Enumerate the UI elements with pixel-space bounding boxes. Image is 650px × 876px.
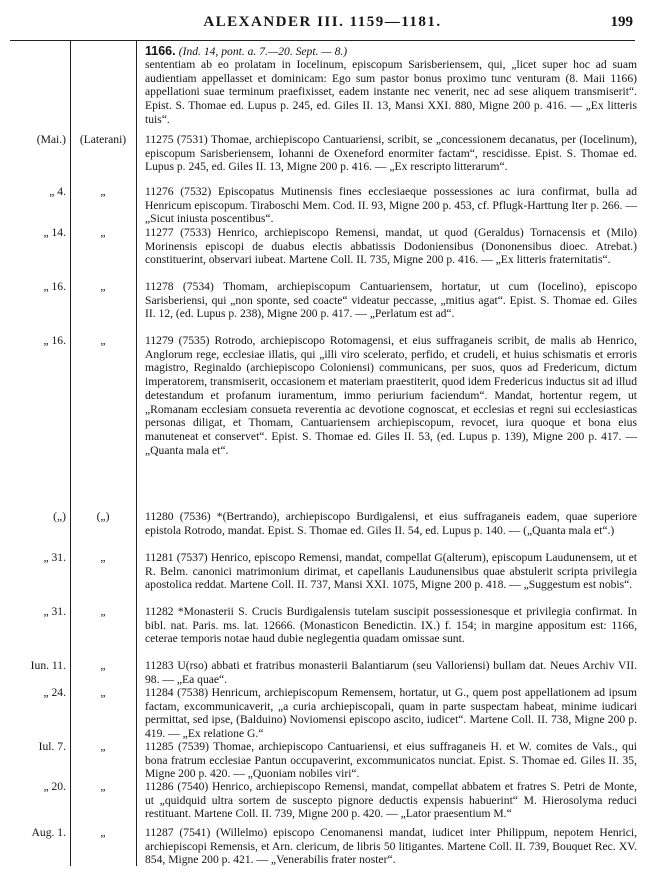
entry-place: „	[100, 826, 106, 839]
year-heading	[145, 44, 347, 59]
entry-place: „	[100, 334, 106, 347]
entry-place: „	[100, 659, 106, 672]
entry-place: „	[100, 686, 106, 699]
entry-text: 11281 (7537) Henrico, episcopo Remensi, mandat, compellat G(alterum), episcopum Laudunensem, ut et R. Belm. canonici matrimonium dirimat, et capellanis Laudunensibus quae abstulerit scripta privilegia apostolica reddat. Martene Coll. II. 737, Mansi XXI. 1075, Migne 200 p. 418. — „Suggestum est nobis“.	[145, 551, 637, 592]
entry-place: „	[100, 740, 106, 753]
entry-place: „	[100, 605, 106, 618]
entry-date: „ 14.	[43, 226, 66, 239]
entry-date: „ 4.	[49, 185, 66, 198]
running-title: ALEXANDER III. 1159—1181.	[203, 14, 442, 30]
entry-place: „	[100, 280, 106, 293]
entry-text: 11275 (7531) Thomae, archiepiscopo Cantuariensi, scribit, se „concessionem decanatus, per (Iocelinum), episcopum Sarisberiensem, Iohanni de Oxeneford enormiter factam“, rescidisse. Epist. S. Thomae ed. Lupus p. 245, ed. Giles II. 13, Migne 200 p. 416. — „Ex rescripto litterarum“.	[145, 133, 637, 174]
lead-paragraph: sententiam ab eo prolatam in Iocelinum, episcopum Sarisberiensem, qui, „licet super hoc ad suam audientiam appellasset et dominicam: Ego sum pastor bonus proximo tunc venturam (8. Maii 1166) appellationi suae terminum praefixisset, eadem instante nec venerit, nec ad sese aliquem transmiserit“. Epist. S. Thomae ed. Lupus p. 245, ed. Giles II. 13, Mansi XXI. 880, Migne 200 p. 416. — „Ex litteris tuis“.	[145, 58, 637, 126]
header-rule	[10, 40, 635, 41]
column-divider-place	[136, 40, 137, 866]
entry-date: „ 31.	[43, 551, 66, 564]
entry-text: 11276 (7532) Episcopatus Mutinensis fines ecclesiaeque possessiones ac iura confirmat, bulla ad Henricum episcopum. Tiraboschi Mem. Cod. II. 93, Migne 200 p. 453, cf. Pflugk-Harttung Iter p. 266. — „Sicut iniusta poscentibus“.	[145, 185, 637, 226]
entry-place: „	[100, 780, 106, 793]
entry-text: 11282 *Monasterii S. Crucis Burdigalensis tutelam suscipit possessionesque et privilegia confirmat. In bibl. nat. Paris. ms. lat. 12666. (Monasticon Benedictin. IX.) f. 154; in margine appositum est: 1166, ceterae temporis notae haud dubie neglegentia quadam omissae sunt.	[145, 605, 637, 646]
entry-date: (Mai.)	[36, 133, 66, 146]
entry-text: 11286 (7540) Henrico, archiepiscopo Remensi, mandat, compellat abbatem et fratres S. Petri de Monte, ut „quidquid ultra sortem de suscepto pignore deductis expensis habuerint“ M. Hierosolyma reduci restituant. Martene Coll. II. 739, Migne 200 p. 420. — „Lator praesentium M.“	[145, 780, 637, 821]
entry-place: „	[100, 551, 106, 564]
entry-date: „ 20.	[43, 780, 66, 793]
entry-date: „ 16.	[43, 280, 66, 293]
entry-date: Aug. 1.	[31, 826, 66, 839]
page-number: 199	[610, 14, 633, 30]
entry-text: 11283 U(rso) abbati et fratribus monasterii Balantiarum (seu Valloriensi) bullam dat. Neues Archiv VII. 98. — „Ea quae“.	[145, 659, 637, 686]
entry-text: 11287 (7541) (Willelmo) episcopo Cenomanensi mandat, iudicet inter Philippum, nepotem Henrici, archiepiscopi Remensis, et Arn. clericum, de libris 50 litigantes. Martene Coll. II. 739, Bouquet Rec. XV. 854, Migne 200 p. 421. — „Venerabilis frater noster“.	[145, 826, 637, 867]
entry-text: 11278 (7534) Thomam, archiepiscopum Cantuariensem, hortatur, ut cum (Iocelino), episcopo Sarisberiensi, qui „non sponte, sed coacte“ videatur peccasse, „mitius agat“. Epist. S. Thomae ed. Giles II. 12, (ed. Lupus p. 238), Migne 200 p. 417. — „Perlatum est ad“.	[145, 280, 637, 321]
entry-text: 11277 (7533) Henrico, archiepiscopo Remensi, mandat, ut quod (Geraldus) Tornacensis et (Milo) Morinensis episcopi de duabus electis abbatissis Dodoniensibus (Dononensibus dioec. Atrebat.) constituerint, observari iubeat. Martene Coll. II. 735, Migne 200 p. 416. — „Ex litteris fraternitatis“.	[145, 226, 637, 267]
entry-date: „ 24.	[43, 686, 66, 699]
entry-place: „	[100, 226, 106, 239]
entry-text: 11285 (7539) Thomae, archiepiscopo Cantuariensi, et eius suffraganeis H. et W. comites de Vals., qui bona fratrum ecclesiae Pantun occupaverint, excommunicatos nunciat. Epist. S. Thomae ed. Giles II. 35, Migne 200 p. 420. — „Quoniam nobiles viri“.	[145, 740, 637, 781]
entry-date: Iul. 7.	[38, 740, 66, 753]
entry-text: 11279 (7535) Rotrodo, archiepiscopo Rotomagensi, et eius suffraganeis scribit, de malis ab Henrico, Anglorum rege, ecclesiae illatis, qui „illi viro scelerato, perfido, et crudeli, et huius schismatis et erroris magistro, Reginaldo (archiepiscopo Coloniensi) communicans, per suos, quos ad Fredericum, dictum imperatorem, transmiserit, occasionem et materiam praestiterit, quod idem Fredericus inductus sit ad illud detestandum et profanum iuramentum, immo periurium faciendum“. Mandat, hortentur regem, ut „Romanam ecclesiam consueta reverentia ac devotione cognoscat, et ecclesias et regni sui ecclesiasticas personas diligat, et Thomam, Cantuariensem archiepiscopum, revocet, iura quoque et bona eius manuteneat et conservet“. Epist. S. Thomae ed. Giles II. 53, (ed. Lupus p. 139), Migne 200 p. 417. — „Quanta mala et“.	[145, 334, 637, 457]
entry-date: („)	[53, 510, 66, 523]
column-divider-date	[70, 40, 71, 866]
entry-place: („)	[96, 510, 110, 523]
entry-text: 11280 (7536) *(Bertrando), archiepiscopo Burdigalensi, et eius suffraganeis eadem, quae superiore epistola Rotrodo, mandat. Epist. S. Thomae ed. Giles II. 54, ed. Lupus p. 140. — („Quanta mala et“.)	[145, 510, 637, 537]
page-header	[10, 14, 635, 34]
entry-date: Iun. 11.	[30, 659, 66, 672]
entry-date: „ 31.	[43, 605, 66, 618]
entry-place: (Laterani)	[79, 133, 127, 146]
entry-place: „	[100, 185, 106, 198]
year-note: (Ind. 14, pont. a. 7.—20. Sept. — 8.)	[178, 45, 348, 58]
entry-date: „ 16.	[43, 334, 66, 347]
year-label: 1166.	[145, 44, 176, 58]
entry-text: 11284 (7538) Henricum, archiepiscopum Remensem, hortatur, ut G., quem post appellationem ad ipsum factam, excommunicaverit, „a curia archiepiscopali, quam in parte suspectam habeat, minime iudicari permittat, sed ipse, (Balduino) Noviomensi episcopo ascito, iudicet“. Martene Coll. II. 738, Migne 200 p. 419. — „Ex relatione G.“	[145, 686, 637, 741]
